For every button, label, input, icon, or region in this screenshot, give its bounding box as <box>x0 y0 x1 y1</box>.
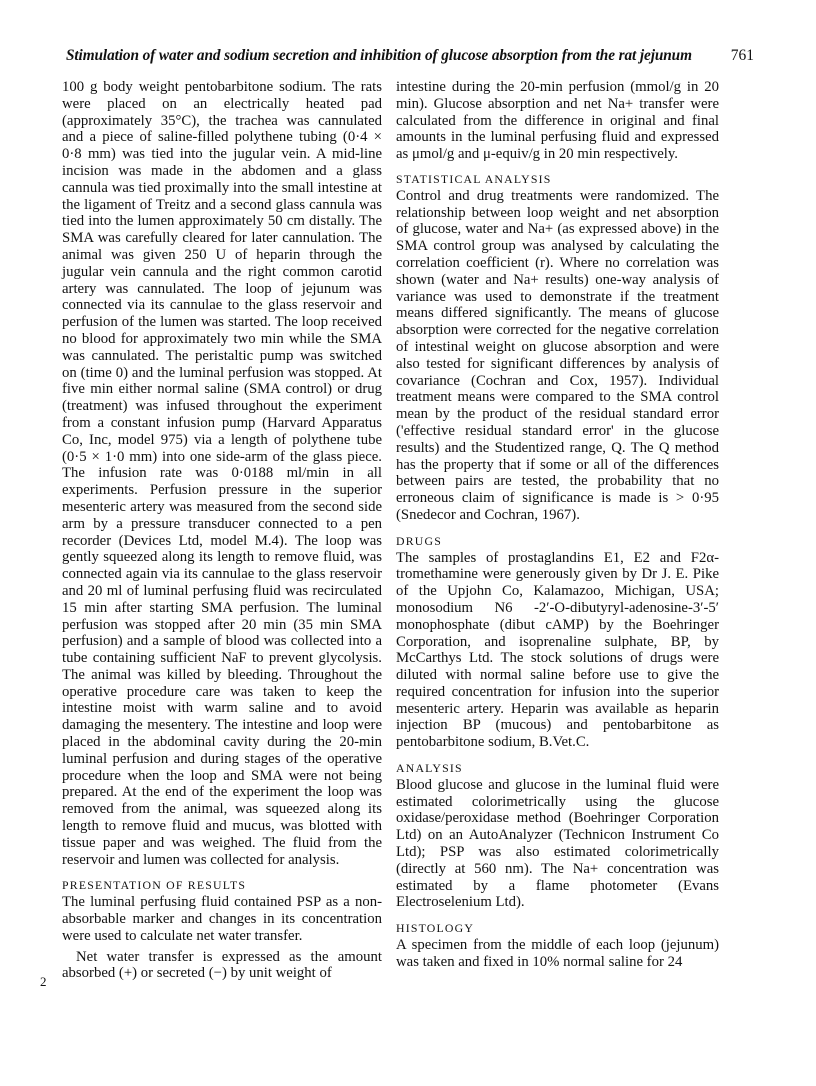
right-column <box>396 79 719 971</box>
drugs-paragraph: The samples of prostaglandins E1, E2 and F2α-tromethamine were generously given by Dr J. E. Pike of the Upjohn Co, Kalamazoo, Michigan, USA; monosodium N6 -2′-O-dibutyryl-adenosine-3′-5′ monophosphate (dibut cAMP) by the Boehringer Corporation, and isoprenaline sulphate, BP, by McCarthys Ltd. The stock solutions of drugs were diluted with normal saline before use to give the required concentration for infusion into the superior mesenteric artery. Heparin was available as heparin injection BP (mucous) and pentobarbitone as pentobarbitone sodium, B.Vet.C. <box>396 549 719 751</box>
statistical-analysis-heading: STATISTICAL ANALYSIS <box>396 171 552 186</box>
margin-number: 2 <box>40 974 47 989</box>
histology-heading: HISTOLOGY <box>396 921 475 936</box>
histology-paragraph: A specimen from the middle of each loop (jejunum) was taken and fixed in 10% normal saline for 24 <box>396 937 719 970</box>
running-header <box>66 47 754 69</box>
presentation-paragraph-1: The luminal perfusing fluid contained PSP as a non-absorbable marker and changes in its concentration were used to calculate net water transfer. <box>62 894 382 944</box>
left-column <box>62 79 382 982</box>
continued-paragraph: intestine during the 20-min perfusion (mmol/g in 20 min). Glucose absorption and net Na+ transfer were calculated from the difference in original and final amounts in the luminal perfusing fluid and expressed as μmol/g and μ-equiv/g in 20 min respectively. <box>396 79 719 163</box>
analysis-heading: ANALYSIS <box>396 761 463 776</box>
statistical-analysis-paragraph: Control and drug treatments were randomized. The relationship between loop weight and net absorption of glucose, water and Na+ (as expressed above) in the SMA control group was analysed by calculating the correlation coefficient (r). Where no correlation was shown (water and Na+ results) one-way analysis of variance was used to demonstrate if the treatment means differed significantly. The means of glucose absorption were corrected for the negative correlation of intestinal weight on glucose absorption and were also tested for significant differences by analysis of covariance (Cochran and Cox, 1957). Individual treatment means were compared to the SMA control mean by the product of the residual standard error ('effective residual standard error' in the glucose results) and the Studentized range, Q. The Q method has the property that if some or all of the differences between pairs are tested, the probability that no erroneous claim of significance is made is > 0·95 (Snedecor and Cochran, 1967). <box>396 187 719 523</box>
page-number: 761 <box>730 47 754 64</box>
presentation-paragraph-2: Net water transfer is expressed as the amount absorbed (+) or secreted (−) by unit weight of <box>62 948 382 982</box>
drugs-heading: DRUGS <box>396 533 442 548</box>
methods-paragraph: 100 g body weight pentobarbitone sodium. The rats were placed on an electrically heated pad (approximately 35°C), the trachea was cannulated and a piece of saline-filled polythene tubing (0·4 × 0·8 mm) was tied into the jugular vein. A mid-line incision was made in the abdomen and a glass cannula was tied proximally into the small intestine at the ligament of Treitz and a second glass cannula was tied into the lumen approximately 50 cm distally. The SMA was carefully cleared for later cannulation. The animal was given 250 U of heparin through the jugular vein cannula and the right common carotid artery was cannulated. The loop of jejunum was connected via its cannulae to the glass reservoir and perfusion of the lumen was started. The loop received no blood for approximately two min while the SMA was cannulated. The peristaltic pump was switched on (time 0) and the luminal perfusion was stopped. At five min either normal saline (SMA control) or drug (treatment) was infused throughout the experiment from a constant infusion pump (Harvard Apparatus Co, Inc, model 975) via a length of polythene tube (0·5 × 1·0 mm) into one side-arm of the glass piece. The infusion rate was 0·0188 ml/min in all experiments. Perfusion pressure in the superior mesenteric artery was measured from the second side arm by a pressure transducer connected to a pen recorder (Devices Ltd, model M.4). The loop was gently squeezed along its length to remove fluid, was connected again via its cannulae to the glass reservoir and 20 ml of luminal perfusing fluid was recirculated 15 min after starting SMA perfusion. The luminal perfusion was stopped after 20 min (35 min SMA perfusion) and a sample of blood was collected into a tube containing sufficient NaF to prevent glycolysis. The animal was killed by bleeding. Throughout the operative procedure care was taken to keep the intestine moist with warm saline and to avoid damaging the mesentery. The intestine and loop were placed in the abdominal cavity during the 20-min luminal perfusion and during stages of the operative procedure when the loop and SMA were not being prepared. At the end of the experiment the loop was removed from the animal, was squeezed along its length to remove fluid and mucus, was blotted with tissue paper and was weighed. The fluid from the reservoir and lumen was collected for analysis. <box>62 79 382 868</box>
running-title: Stimulation of water and sodium secretion and inhibition of glucose absorption from the rat jejunum <box>66 47 692 64</box>
presentation-heading: PRESENTATION OF RESULTS <box>62 878 247 893</box>
analysis-paragraph: Blood glucose and glucose in the luminal fluid were estimated colorimetrically using the glucose oxidase/peroxidase method (Boehringer Corporation Ltd) on an AutoAnalyzer (Technicon Instrument Co Ltd); PSP was also estimated colorimetrically (directly at 560 nm). The Na+ concentration was estimated by a flame photometer (Evans Electroselenium Ltd). <box>396 776 719 911</box>
